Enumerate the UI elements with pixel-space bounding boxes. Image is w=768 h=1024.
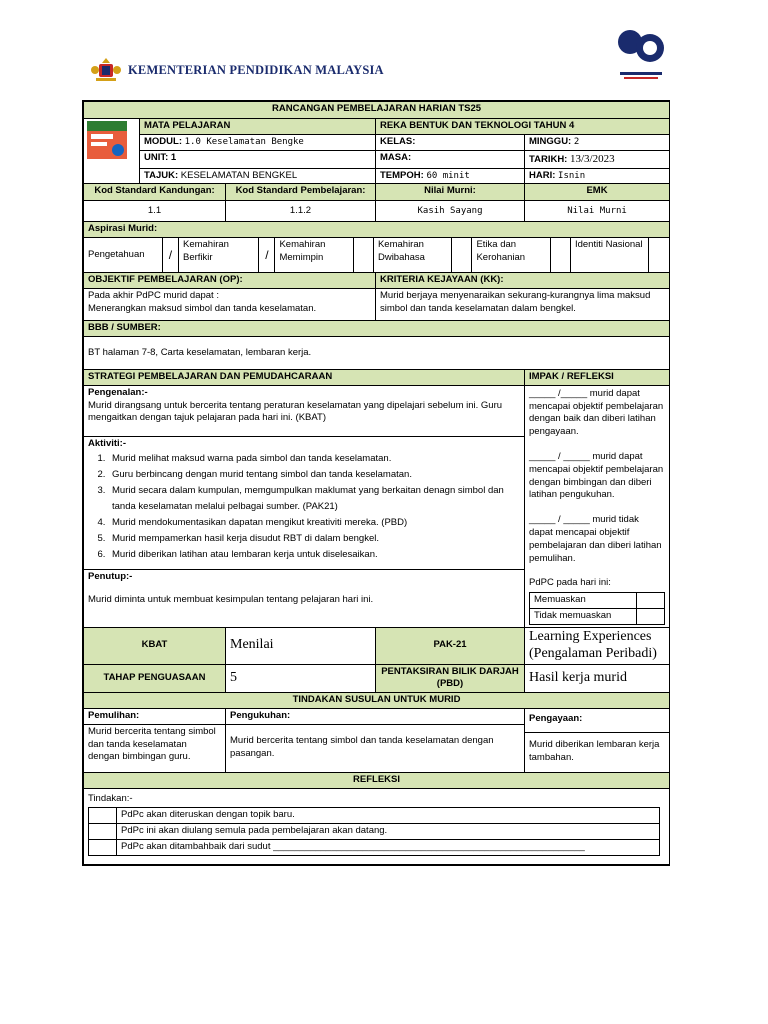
aktiviti-label: Aktiviti:-: [88, 437, 126, 449]
lesson-plan-table: [83, 101, 670, 865]
aktiviti-block: [84, 437, 524, 570]
nilai-value: Kasih Sayang: [376, 201, 525, 222]
aktiviti-item: 1. Murid melihat maksud warna pada simbol dan tanda keselamatan.: [108, 451, 520, 467]
pak-value: Learning Experiences (Pengalaman Peribadi): [525, 627, 670, 664]
ksp-value: 1.1.2: [226, 201, 376, 222]
refleksi-box: [89, 824, 117, 840]
emk-label: EMK: [525, 184, 670, 201]
aspirasi-box-1: [353, 238, 373, 272]
minggu-cell: [525, 135, 670, 151]
pengukuhan-label: Pengukuhan:: [226, 708, 525, 724]
hari-value: Isnin: [558, 170, 586, 181]
aspirasi-etika: Etika dan Kerohanian: [472, 238, 550, 272]
textbook-cell: [84, 119, 140, 184]
refleksi-cell: [84, 788, 670, 864]
pemulihan-label: Pemulihan:: [84, 708, 226, 724]
pengukuhan-text: Murid bercerita tentang simbol dan tanda keselamatan dengan pasangan.: [226, 724, 525, 772]
pak-label: PAK-21: [376, 627, 525, 664]
aspirasi-dwibahasa: Kemahiran Dwibahasa: [373, 238, 451, 272]
tidak-memuaskan-label: Tidak memuaskan: [530, 609, 637, 625]
aspirasi-pengetahuan: Pengetahuan: [84, 238, 162, 272]
hari-label: HARI:: [529, 169, 556, 181]
pengayaan-label: Pengayaan:: [525, 709, 669, 733]
penutup-block: [84, 570, 524, 614]
aspirasi-memimpin: Kemahiran Memimpin: [275, 238, 353, 272]
impak-line-1: _____ /_____ murid dapat mencapai objektif pembelajaran dengan baik dan diberi latihan pengayaan.: [529, 387, 664, 438]
pengayaan-cell: [525, 708, 670, 772]
aspirasi-table: [84, 238, 669, 272]
ksp-label: Kod Standard Pembelajaran:: [226, 184, 376, 201]
aktiviti-item: 6. Murid diberikan latihan atau lembaran kerja untuk diselesaikan.: [108, 547, 520, 563]
strategi-label: STRATEGI PEMBELAJARAN DAN PEMUDAHCARAAN: [84, 369, 525, 385]
op-line-1: Pada akhir PdPC murid dapat :: [88, 290, 219, 302]
subject-name: REKA BENTUK DAN TEKNOLOGI TAHUN 4: [376, 119, 670, 135]
tarikh-label: TARIKH:: [529, 153, 568, 165]
aktiviti-item: 5. Murid mempamerkan hasil kerja disudut RBT di dalam bengkel.: [108, 531, 520, 547]
impak-line-2: _____ / _____ murid dapat mencapai objektif pembelajaran dengan bimbingan dan diberi latihan pengukuhan.: [529, 450, 664, 501]
pdpc-status-table: [529, 592, 665, 625]
mata-pelajaran-label: MATA PELAJARAN: [140, 119, 376, 135]
plan-title: RANCANGAN PEMBELAJARAN HARIAN TS25: [84, 102, 670, 119]
ministry-header: [90, 56, 384, 84]
aspirasi-berfikir: Kemahiran Berfikir: [178, 238, 258, 272]
malaysia-crest-icon: [90, 56, 122, 84]
pengenalan-block: [84, 386, 524, 437]
tarikh-cell: [525, 150, 670, 168]
penutup-text: Murid diminta untuk membuat kesimpulan tentang pelajaran hari ini.: [88, 593, 374, 605]
impak-label: IMPAK / REFLEKSI: [525, 369, 670, 385]
tajuk-label: TAJUK:: [144, 169, 179, 181]
memuaskan-label: Memuaskan: [530, 593, 637, 609]
refleksi-item: PdPc akan diteruskan dengan topik baru.: [117, 808, 660, 824]
pengayaan-text: Murid diberikan lembaran kerja tambahan.: [529, 738, 660, 763]
textbook-cover-icon: [85, 120, 129, 160]
bbb-text: BT halaman 7-8, Carta keselamatan, lembaran kerja.: [84, 336, 670, 369]
op-line-2: Menerangkan maksud simbol dan tanda keselamatan.: [88, 302, 317, 314]
refleksi-item: PdPc ini akan diulang semula pada pembelajaran akan datang.: [117, 824, 660, 840]
aktiviti-item: 3. Murid secara dalam kumpulan, memgumpulkan maklumat yang berkaitan denagn simbol dan tanda keselamatan melalui pelbagai sumber. (PAK21): [108, 483, 520, 515]
impak-line-3: _____ / _____ murid tidak dapat mencapai objektif pembelajaran dan diberi latihan pemulihan.: [529, 514, 662, 564]
ts25-logo-icon: [614, 26, 668, 82]
kelas-label: KELAS:: [380, 136, 416, 147]
tahap-label: TAHAP PENGUASAAN: [84, 664, 226, 693]
pbd-label: PENTAKSIRAN BILIK DARJAH (PBD): [376, 664, 525, 693]
tarikh-value: 13/3/2023: [569, 152, 615, 165]
pbd-value: Hasil kerja murid: [525, 664, 670, 693]
tempoh-cell: [376, 168, 525, 184]
aspirasi-row: [84, 238, 670, 273]
bbb-label: BBB / SUMBER:: [84, 321, 670, 337]
unit-label: UNIT:: [144, 151, 169, 163]
modul-label: MODUL:: [144, 136, 182, 147]
refleksi-box: [89, 840, 117, 856]
aspirasi-box-4: [649, 238, 669, 272]
tempoh-label: TEMPOH:: [380, 169, 424, 181]
minggu-label: MINGGU:: [529, 136, 572, 147]
aspirasi-tick-2: /: [259, 238, 275, 272]
tindakan-sub-label: Tindakan:-: [88, 792, 133, 804]
tajuk-value: KESELAMATAN BENGKEL: [180, 169, 298, 181]
unit-value: 1: [170, 151, 177, 163]
refleksi-label: REFLEKSI: [84, 772, 670, 788]
pengenalan-label: Pengenalan:-: [88, 386, 148, 398]
hari-cell: [525, 168, 670, 184]
refleksi-box: [89, 808, 117, 824]
masa-cell: [376, 150, 525, 168]
pengenalan-text: Murid dirangsang untuk bercerita tentang peraturan keselamatan yang dipelajari sebelum ini. Guru mengaitkan dengan tajuk pelajaran pada hari ini. (KBAT): [88, 399, 503, 424]
ksk-value: 1.1: [84, 201, 226, 222]
ministry-name: KEMENTERIAN PENDIDIKAN MALAYSIA: [128, 62, 384, 77]
tidak-memuaskan-box: [637, 609, 665, 625]
aktiviti-item: 2. Guru berbincang dengan murid tentang simbol dan tanda keselamatan.: [108, 467, 520, 483]
tempoh-value: 60 minit: [426, 170, 470, 181]
refleksi-table: [88, 807, 660, 855]
refleksi-item: PdPc akan ditambahbaik dari sudut ___________________________________________________________: [117, 840, 660, 856]
aspirasi-tick-1: /: [162, 238, 178, 272]
kk-text: Murid berjaya menyenaraikan sekurang-kurangnya lima maksud simbol dan tanda keselamatan dalam bengkel.: [376, 289, 670, 321]
kelas-cell: [376, 135, 525, 151]
tindakan-label: TINDAKAN SUSULAN UNTUK MURID: [84, 693, 670, 709]
kbat-label: KBAT: [84, 627, 226, 664]
impak-cell: [525, 385, 670, 627]
tahap-value: 5: [226, 664, 376, 693]
aktiviti-list: [88, 451, 520, 564]
kk-label: KRITERIA KEJAYAAN (KK):: [376, 273, 670, 289]
emk-value: Nilai Murni: [525, 201, 670, 222]
modul-cell: [140, 135, 376, 151]
pemulihan-text: Murid bercerita tentang simbol dan tanda keselamatan dengan bimbingan guru.: [84, 724, 226, 772]
modul-value: 1.0 Keselamatan Bengke: [184, 137, 304, 147]
kbat-value: Menilai: [226, 627, 376, 664]
penutup-label: Penutup:-: [88, 570, 133, 582]
aspirasi-box-2: [452, 238, 472, 272]
pdpc-label: PdPC pada hari ini:: [529, 577, 611, 589]
masa-label: MASA:: [380, 151, 412, 163]
aktiviti-item: 4. Murid mendokumentasikan dapatan mengikut kreativiti mereka. (PBD): [108, 515, 520, 531]
op-label: OBJEKTIF PEMBELAJARAN (OP):: [84, 273, 376, 289]
lesson-plan-sheet: [82, 100, 670, 866]
aspirasi-label: Aspirasi Murid:: [84, 222, 670, 238]
strategi-cell: [84, 385, 525, 627]
minggu-value: 2: [573, 137, 580, 147]
op-cell: [84, 289, 376, 321]
ksk-label: Kod Standard Kandungan:: [84, 184, 226, 201]
tajuk-cell: [140, 168, 376, 184]
unit-cell: [140, 150, 376, 168]
aspirasi-identiti: Identiti Nasional: [570, 238, 648, 272]
aspirasi-box-3: [550, 238, 570, 272]
memuaskan-box: [637, 593, 665, 609]
nilai-label: Nilai Murni:: [376, 184, 525, 201]
